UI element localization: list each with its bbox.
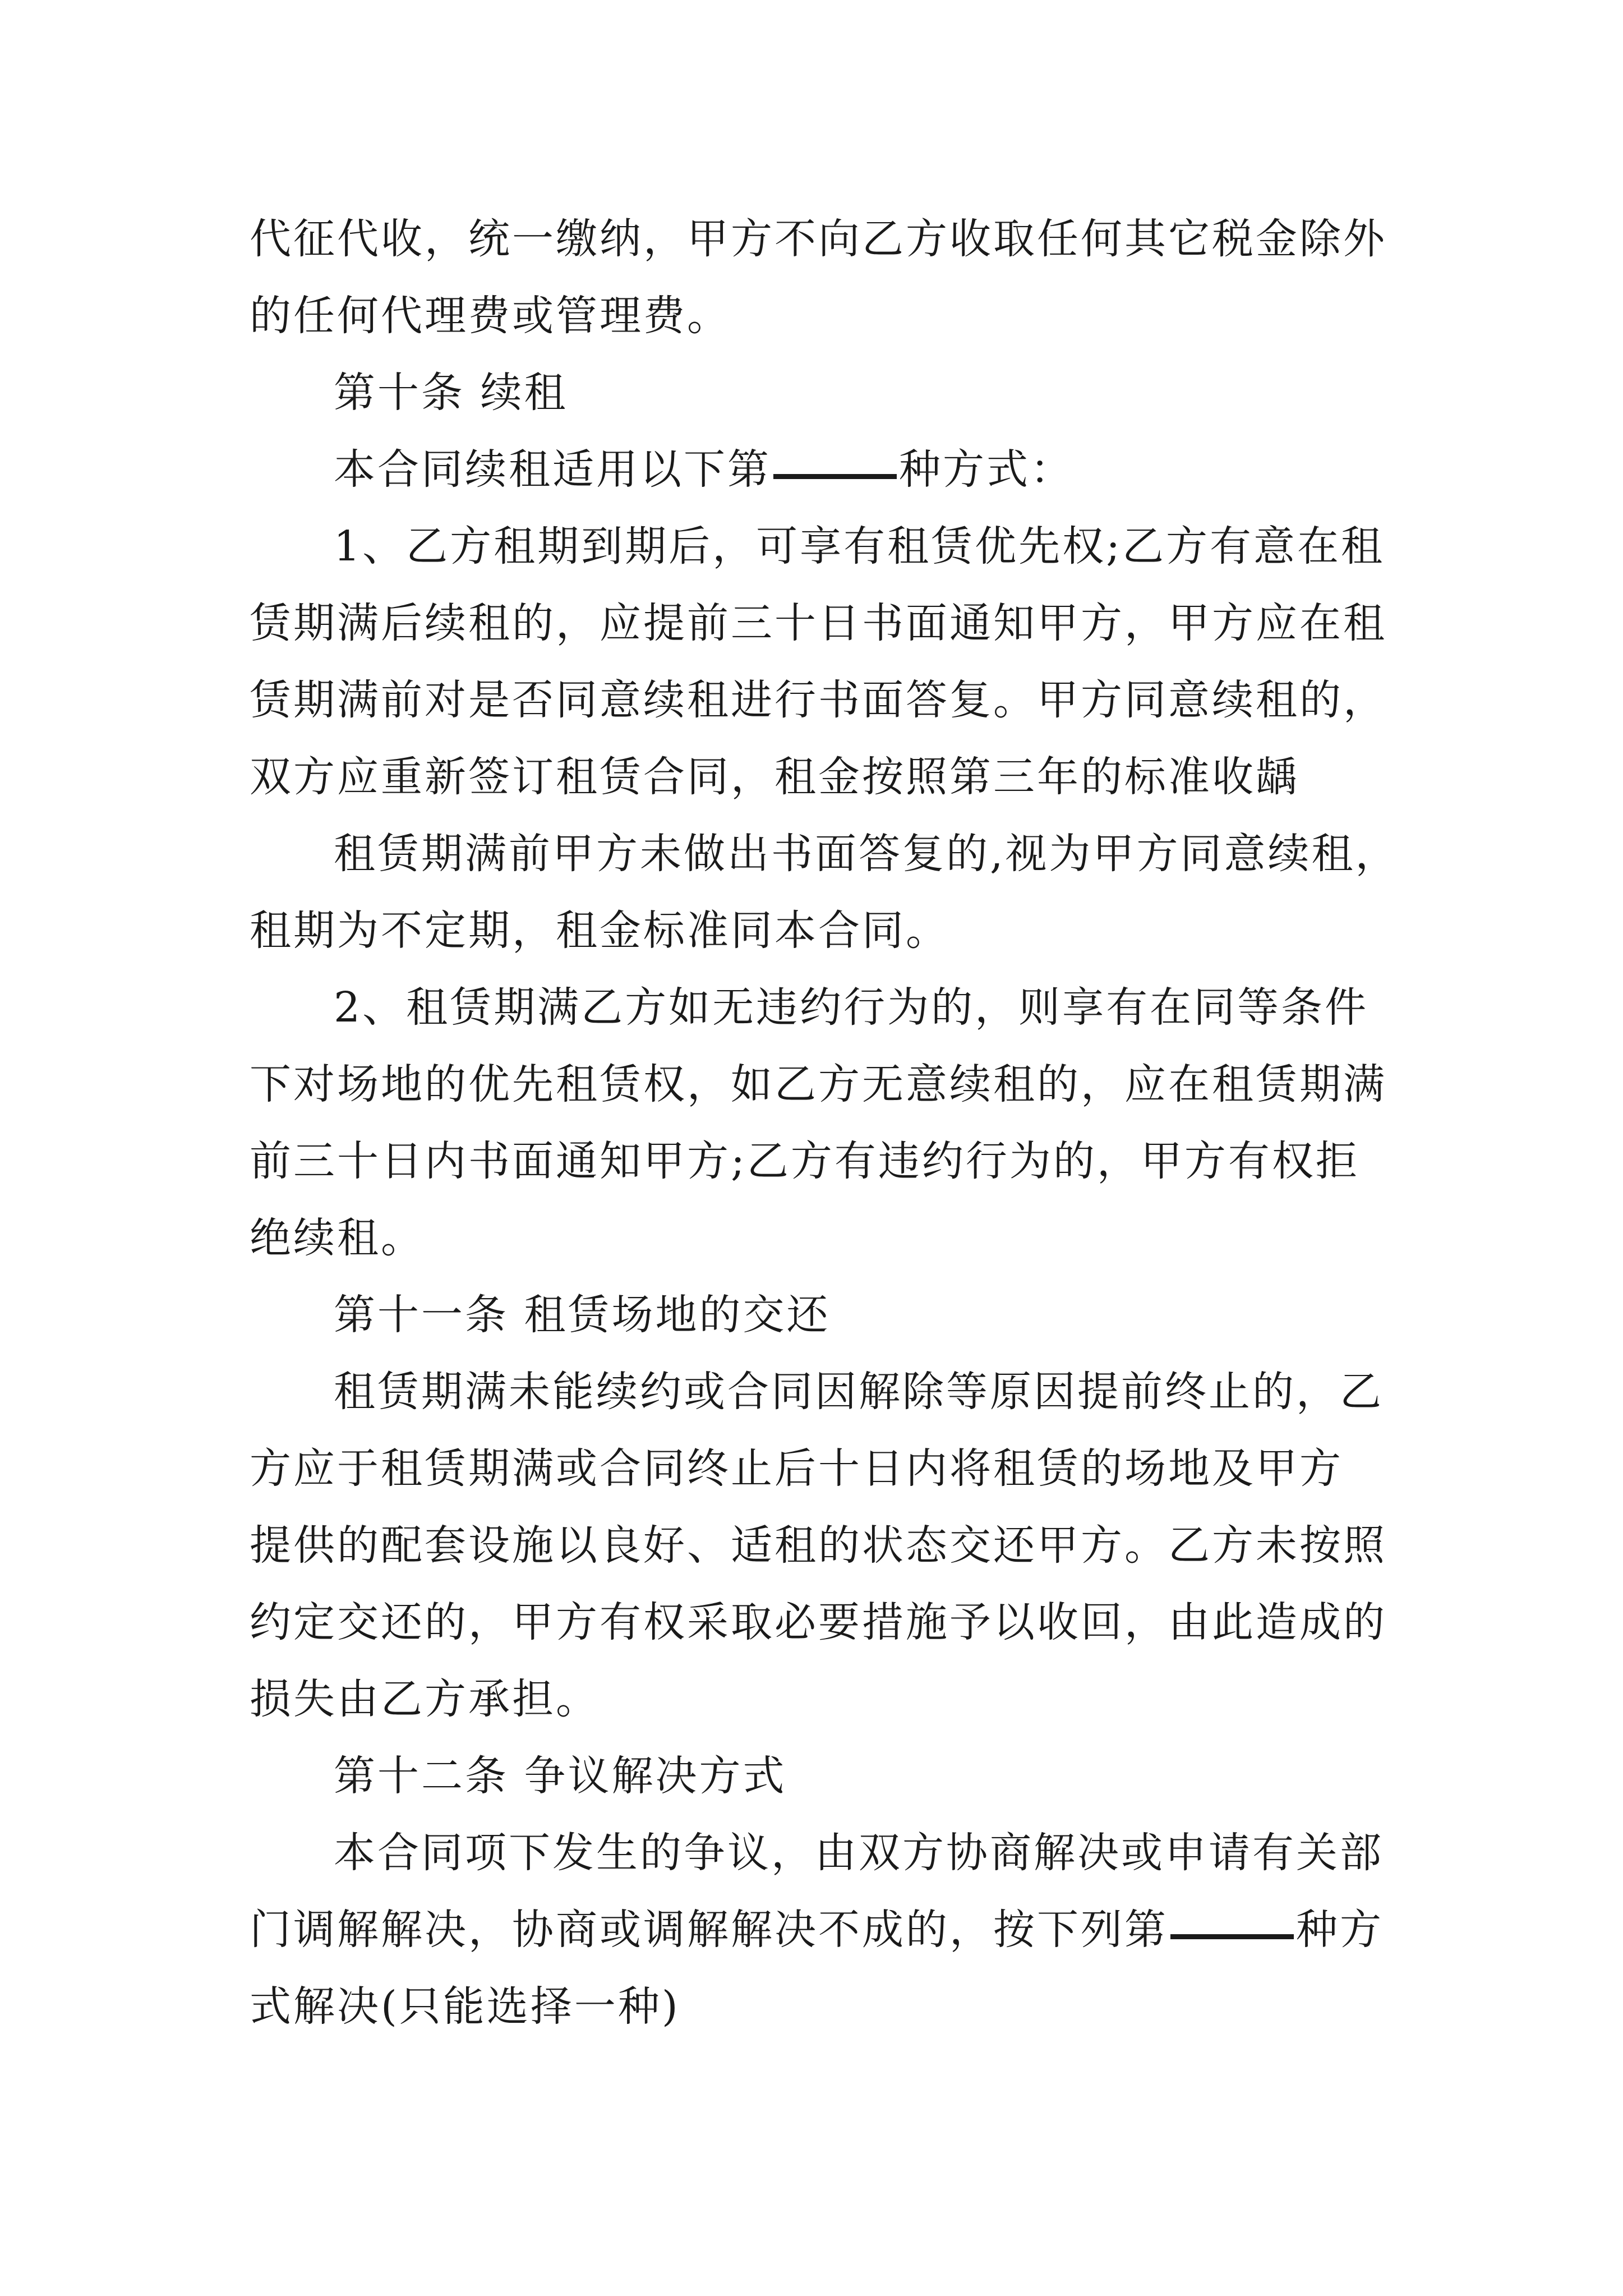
text-line: 赁期满前对是否同意续租进行书面答复。甲方同意续租的， [250,676,1387,724]
text-segment: 本合同续租适用以下第 [334,445,771,494]
text-line: 1、乙方租期到期后，可享有租赁优先权;乙方有意在租 [334,522,1385,570]
text-line: 前三十日内书面通知甲方;乙方有违约行为的，甲方有权拒 [250,1137,1359,1185]
text-segment: 种方 [1296,1906,1384,1954]
text-line: 式解决(只能选择一种) [250,1982,680,2031]
text-line: 双方应重新签订租赁合同，租金按照第三年的标准收龋 [250,753,1299,801]
text-line: 第十一条 租赁场地的交还 [334,1291,831,1339]
text-line: 租赁期满未能续约或合同因解除等原因提前终止的，乙 [334,1368,1384,1416]
text-line: 方应于租赁期满或合同终止后十日内将租赁的场地及甲方 [250,1444,1343,1493]
text-line: 2、租赁期满乙方如无违约行为的，则享有在同等条件 [334,983,1369,1032]
text-line: 约定交还的，甲方有权采取必要措施予以收回，由此造成的 [250,1598,1387,1646]
text-line: 绝续租。 [250,1214,425,1262]
text-line: 代征代收，统一缴纳，甲方不向乙方收取任何其它税金除外 [250,215,1387,263]
text-line [250,431,1394,508]
text-line: 第十二条 争议解决方式 [334,1752,787,1800]
text-line: 的任何代理费或管理费。 [250,292,731,340]
text-segment: 门调解解决，协商或调解解决不成的，按下列第 [250,1906,1168,1954]
document-body [250,201,1399,2045]
text-line: 第十条 续租 [334,369,568,417]
text-line: 损失由乙方承担。 [250,1675,600,1723]
text-line: 下对场地的优先租赁权，如乙方无意续租的，应在租赁期满 [250,1060,1387,1108]
fill-in-blank [773,473,897,479]
text-line: 本合同项下发生的争议，由双方协商解决或申请有关部 [334,1829,1384,1877]
text-segment: 种方式： [899,445,1074,494]
text-line: 租期为不定期，租金标准同本合同。 [250,907,949,955]
text-line: 提供的配套设施以良好、适租的状态交还甲方。乙方未按照 [250,1521,1387,1570]
fill-in-blank [1170,1934,1294,1939]
text-line: 赁期满后续租的，应提前三十日书面通知甲方，甲方应在租 [250,599,1387,647]
text-line [250,1892,1394,1968]
text-line: 租赁期满前甲方未做出书面答复的,视为甲方同意续租， [334,830,1399,878]
